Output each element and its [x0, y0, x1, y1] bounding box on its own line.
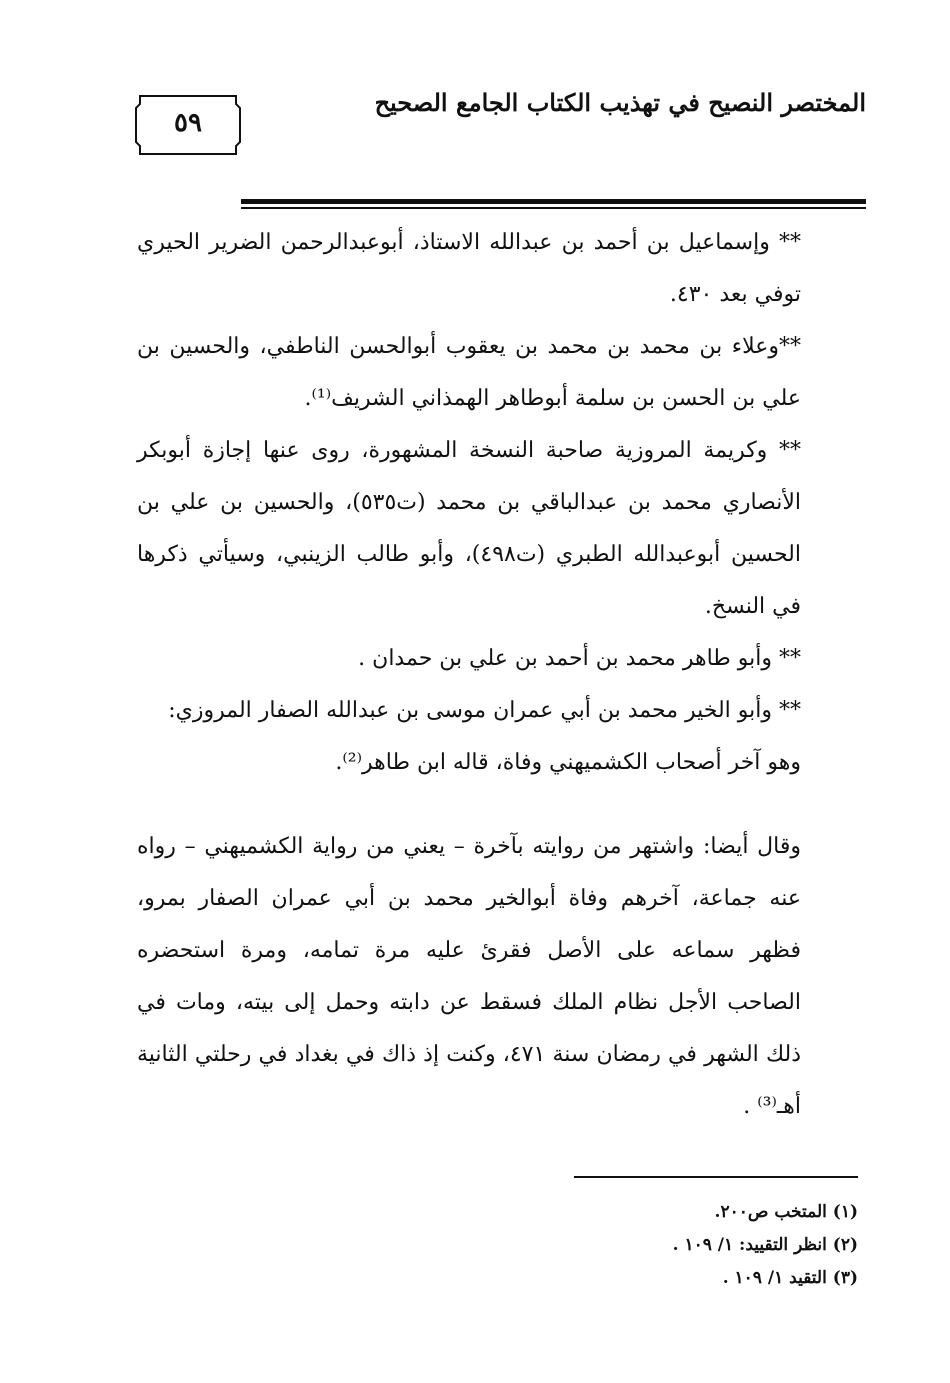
header-rule-thin [241, 207, 866, 209]
footnote: (١) المتخب ص٢٠٠. [714, 1202, 858, 1222]
footnote: (٣) التقيد ١/ ١٠٩ . [722, 1268, 858, 1288]
paragraph: وهو آخر أصحاب الكشميهني وفاة، قاله ابن طاهر⁽²⁾. [335, 750, 801, 775]
header-rule-thick [241, 199, 866, 204]
paragraph: ** وأبو الخير محمد بن أبي عمران موسى بن عبدالله الصفار المروزي: [168, 698, 801, 723]
paragraph: **وعلاء بن محمد بن محمد بن يعقوب أبوالحسن الناطفي، والحسين بن علي بن الحسن بن سلمة أبوطاهر الهمذاني الشريف⁽¹⁾. [137, 334, 801, 411]
page-header [133, 82, 866, 162]
paragraph: ** وأبو طاهر محمد بن أحمد بن علي بن حمدان . [358, 646, 801, 671]
footnote-separator [574, 1176, 858, 1178]
footnotes [528, 1196, 858, 1295]
main-text [137, 217, 863, 1133]
footnote: (٢) انظر التقييد: ١/ ١٠٩ . [672, 1235, 858, 1255]
running-title: المختصر النصيح في تهذيب الكتاب الجامع الصحيح [374, 88, 866, 117]
paragraph: وقال أيضا: واشتهر من روايته بآخرة – يعني من رواية الكشميهني – رواه عنه جماعة، آخرهم وفاة أبوالخير محمد بن أبي عمران الصفار بمرو، فظهر سماعه على الأصل فقرئ عليه مرة تمامه، ومرة استحضره الصاحب الأجل نظام الملك فسقط عن دابته وحمل إلى بيته، ومات في ذلك الشهر في رمضان سنة ٤٧١، وكنت إذ ذاك في بغداد في رحلتي الثانية أهـ⁽³⁾ . [137, 834, 801, 1119]
page-number-box [134, 94, 242, 156]
paragraph: ** وإسماعيل بن أحمد بن عبدالله الاستاذ، أبوعبدالرحمن الضرير الحيري توفي بعد ٤٣٠. [137, 230, 801, 307]
paragraph: ** وكريمة المروزية صاحبة النسخة المشهورة، روى عنها إجازة أبوبكر الأنصاري محمد بن عبدالباقي بن محمد (ت٥٣٥)، والحسين بن علي بن الحسين أبوعبدالله الطبري (ت٤٩٨)، وأبو طالب الزينبي، وسيأتي ذكرها في النسخ. [137, 438, 802, 619]
page-number: ٥٩ [174, 108, 202, 138]
